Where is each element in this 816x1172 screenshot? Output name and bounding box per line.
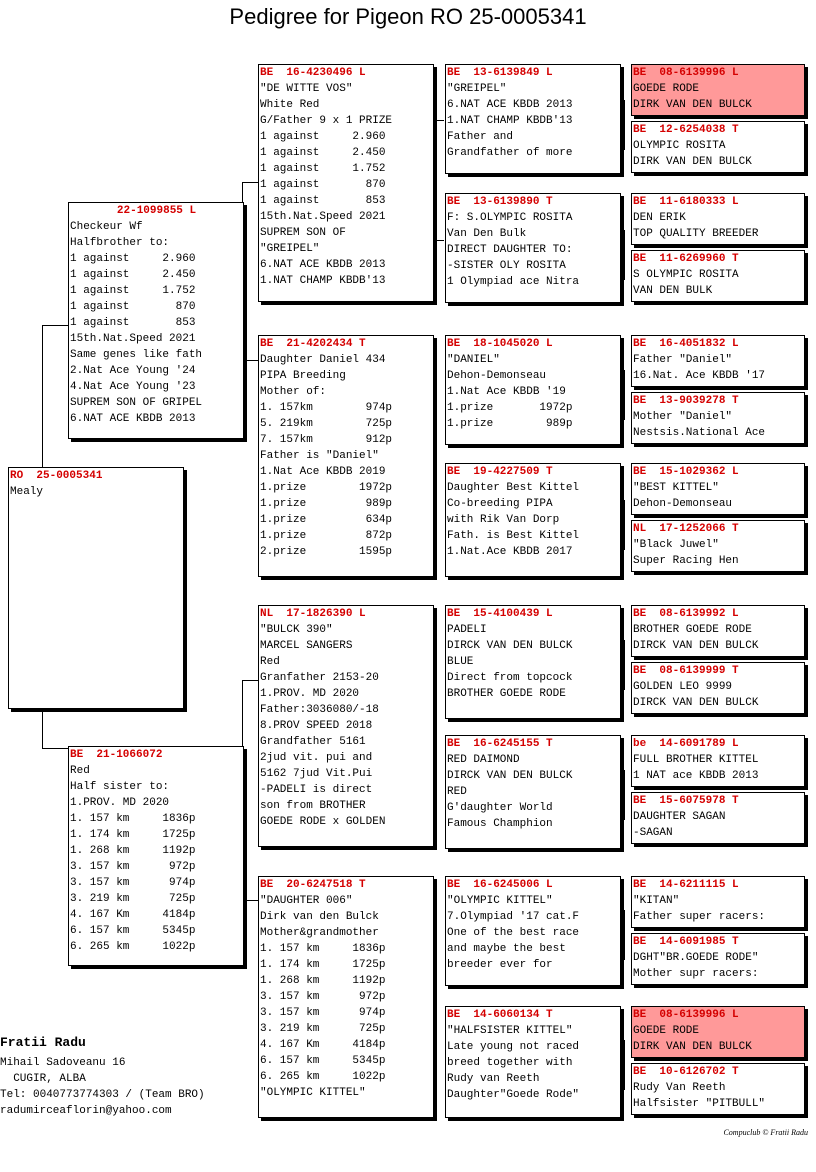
info-line: VAN DEN BULK: [633, 285, 713, 297]
info-line: Famous Champhion: [447, 818, 553, 830]
info-line: 8.PROV SPEED 2018: [260, 720, 373, 732]
info-line: Halfbrother to:: [70, 237, 170, 249]
info-line: 1. 174 km 1725p: [260, 959, 386, 971]
info-line: Red: [260, 656, 280, 668]
footer-credit: Compuclub © Fratii Radu: [723, 1128, 808, 1137]
owner-block: [0, 1035, 205, 1119]
info-line: MARCEL SANGERS: [260, 640, 353, 652]
connector-line: [242, 360, 258, 361]
ring-number: be 14-6091789 L: [633, 738, 739, 750]
info-line: 1 against 2.960: [260, 131, 386, 143]
owner-email[interactable]: radumirceaflorin@yahoo.com: [0, 1105, 172, 1117]
info-line: Red: [70, 765, 90, 777]
info-line: Van Den Bulk: [447, 228, 527, 240]
info-line: Father super racers:: [633, 911, 766, 923]
pigeon-card-gen3-4[interactable]: [445, 463, 621, 577]
info-line: 6. 157 km 5345p: [70, 925, 196, 937]
pigeon-card-gen2-1[interactable]: [258, 64, 434, 302]
pigeon-card-gen4-12[interactable]: [631, 792, 805, 844]
ring-number: BE 13-9039278 T: [633, 395, 739, 407]
ring-number: BE 11-6269960 T: [633, 253, 739, 265]
info-line: 7. 157km 912p: [260, 434, 393, 446]
owner-city: CUGIR, ALBA: [0, 1073, 86, 1085]
info-line: DGHT"BR.GOEDE RODE": [633, 952, 759, 964]
info-line: 1 against 1.752: [70, 285, 196, 297]
info-line: "HALFSISTER KITTEL": [447, 1025, 573, 1037]
info-line: 1.prize 634p: [260, 514, 393, 526]
pigeon-card-gen3-8[interactable]: [445, 1006, 621, 1118]
ring-number: BE 20-6247518 T: [260, 879, 366, 891]
info-line: Dehon-Demonseau: [633, 498, 733, 510]
info-line: GOEDE RODE: [633, 83, 700, 95]
pigeon-card-gen4-9[interactable]: [631, 605, 805, 657]
connector-line: [624, 230, 625, 280]
info-line: 4.Nat Ace Young '23: [70, 381, 196, 393]
info-line: 1. 157km 974p: [260, 402, 393, 414]
ring-number: NL 17-1252066 T: [633, 523, 739, 535]
info-line: 1 against 853: [70, 317, 196, 329]
info-line: 1 against 870: [260, 179, 386, 191]
info-line: 1.PROV. MD 2020: [260, 688, 360, 700]
ring-number: BE 19-4227509 T: [447, 466, 553, 478]
info-line: 1 against 2.960: [70, 253, 196, 265]
info-line: son from BROTHER: [260, 800, 366, 812]
connector-line: [624, 640, 625, 690]
connector-line: [624, 500, 625, 550]
info-line: -SISTER OLY ROSITA: [447, 260, 566, 272]
info-line: Super Racing Hen: [633, 555, 739, 567]
info-line: DIRCK VAN DEN BULCK: [633, 640, 759, 652]
connector-line: [42, 325, 70, 326]
info-line: 1.prize 1972p: [447, 402, 573, 414]
connector-line: [42, 748, 70, 749]
info-line: "KITAN": [633, 895, 680, 907]
info-line: 1 against 2.450: [260, 147, 386, 159]
connector-line: [436, 930, 437, 1030]
connector-line: [242, 182, 258, 183]
connector-line: [624, 370, 625, 420]
info-line: Granfather 2153-20: [260, 672, 379, 684]
info-line: Co-breeding PIPA: [447, 498, 553, 510]
info-line: Mother "Daniel": [633, 411, 733, 423]
info-line: 1.prize 989p: [260, 498, 393, 510]
info-line: Daughter Best Kittel: [447, 482, 580, 494]
ring-number: BE 08-6139996 L: [633, 67, 739, 79]
info-line: 1.Nat Ace KBDB 2019: [260, 466, 386, 478]
info-line: RED DAIMOND: [447, 754, 520, 766]
info-line: 16.Nat. Ace KBDB '17: [633, 370, 766, 382]
info-line: 1.NAT CHAMP KBDB'13: [260, 275, 386, 287]
info-line: "BULCK 390": [260, 624, 333, 636]
pigeon-card-gen4-7[interactable]: [631, 463, 805, 515]
connector-line: [624, 1040, 625, 1090]
info-line: Grandfather of more: [447, 147, 573, 159]
pigeon-card-gen4-13[interactable]: [631, 876, 805, 928]
info-line: -SAGAN: [633, 827, 673, 839]
page-title: Pedigree for Pigeon RO 25-0005341: [229, 4, 587, 29]
info-line: 1 against 1.752: [260, 163, 386, 175]
info-line: DIRK VAN DEN BULCK: [633, 156, 752, 168]
info-line: Rudy van Reeth: [447, 1073, 540, 1085]
pigeon-card-dam[interactable]: [68, 746, 244, 966]
info-line: "Black Juwel": [633, 539, 719, 551]
info-line: F: S.OLYMPIC ROSITA: [447, 212, 573, 224]
info-line: SUPREM SON OF GRIPEL: [70, 397, 203, 409]
info-line: 1. 268 km 1192p: [70, 845, 196, 857]
ring-number: BE 13-6139849 L: [447, 67, 553, 79]
info-line: DEN ERIK: [633, 212, 686, 224]
info-line: 15th.Nat.Speed 2021: [70, 333, 196, 345]
info-line: 6. 157 km 5345p: [260, 1055, 386, 1067]
info-line: GOEDE RODE x GOLDEN: [260, 816, 386, 828]
ring-number: BE 14-6211115 L: [633, 879, 739, 891]
info-line: Halfsister "PITBULL": [633, 1098, 766, 1110]
info-line: Mealy: [10, 486, 44, 498]
ring-number: BE 12-6254038 T: [633, 124, 739, 136]
info-line: Mother of:: [260, 386, 327, 398]
info-line: Dirk van den Bulck: [260, 911, 379, 923]
info-line: "GREIPEL": [447, 83, 507, 95]
pigeon-card-gen3-5[interactable]: [445, 605, 621, 719]
info-line: DIRK VAN DEN BULCK: [633, 99, 752, 111]
info-line: "BEST KITTEL": [633, 482, 719, 494]
info-line: 1.prize 989p: [447, 418, 573, 430]
info-line: BROTHER GOEDE RODE: [447, 688, 566, 700]
info-line: 1. 268 km 1192p: [260, 975, 386, 987]
info-line: 3. 157 km 974p: [260, 1007, 386, 1019]
info-line: 15th.Nat.Speed 2021: [260, 211, 386, 223]
connector-line: [436, 400, 437, 490]
ring-number: BE 15-1029362 L: [633, 466, 739, 478]
info-line: 6. 265 km 1022p: [70, 941, 196, 953]
info-line: Daughter Daniel 434: [260, 354, 386, 366]
connector-line: [436, 120, 444, 121]
info-line: 3. 219 km 725p: [70, 893, 196, 905]
info-line: and maybe the best: [447, 943, 566, 955]
ring-number: BE 08-6139996 L: [633, 1009, 739, 1021]
info-line: RED: [447, 786, 467, 798]
info-line: 2.prize 1595p: [260, 546, 393, 558]
pigeon-card-gen3-7[interactable]: [445, 876, 621, 986]
info-line: 5. 219km 725p: [260, 418, 393, 430]
info-line: breeder ever for: [447, 959, 553, 971]
info-line: "OLYMPIC KITTEL": [447, 895, 553, 907]
info-line: Same genes like fath: [70, 349, 203, 361]
info-line: TOP QUALITY BREEDER: [633, 228, 759, 240]
info-line: One of the best race: [447, 927, 580, 939]
ring-number: BE 14-6091985 T: [633, 936, 739, 948]
info-line: "OLYMPIC KITTEL": [260, 1087, 366, 1099]
connector-line: [242, 680, 243, 750]
info-line: FULL BROTHER KITTEL: [633, 754, 759, 766]
ring-number: BE 13-6139890 T: [447, 196, 553, 208]
info-line: 4. 167 Km 4184p: [70, 909, 196, 921]
info-line: DIRCK VAN DEN BULCK: [447, 770, 573, 782]
info-line: 6.NAT ACE KBDB 2013: [70, 413, 196, 425]
ring-number: BE 16-4051832 L: [633, 338, 739, 350]
connector-line: [624, 910, 625, 960]
connector-line: [242, 900, 258, 901]
info-line: S OLYMPIC ROSITA: [633, 269, 739, 281]
connector-line: [42, 712, 43, 748]
ring-number: BE 21-1066072: [70, 749, 163, 761]
ring-number: BE 16-6245155 T: [447, 738, 553, 750]
info-line: 3. 219 km 725p: [260, 1023, 386, 1035]
info-line: Mother supr racers:: [633, 968, 759, 980]
ring-number: BE 16-6245006 L: [447, 879, 553, 891]
pigeon-card-gen4-5[interactable]: [631, 335, 805, 387]
info-line: 1 against 870: [70, 301, 196, 313]
info-line: Father:3036080/-18: [260, 704, 379, 716]
info-line: 1.prize 1972p: [260, 482, 393, 494]
info-line: BROTHER GOEDE RODE: [633, 624, 752, 636]
pigeon-card-gen3-1[interactable]: [445, 64, 621, 174]
ring-number: BE 15-6075978 T: [633, 795, 739, 807]
ring-number: NL 17-1826390 L: [260, 608, 366, 620]
info-line: 6.NAT ACE KBDB 2013: [260, 259, 386, 271]
info-line: SUPREM SON OF: [260, 227, 346, 239]
info-line: 1. 174 km 1725p: [70, 829, 196, 841]
info-line: GOEDE RODE: [633, 1025, 700, 1037]
info-line: DIRCK VAN DEN BULCK: [447, 640, 573, 652]
ring-number: BE 08-6139992 L: [633, 608, 739, 620]
info-line: Direct from topcock: [447, 672, 573, 684]
info-line: GOLDEN LEO 9999: [633, 681, 733, 693]
info-line: White Red: [260, 99, 320, 111]
connector-line: [624, 770, 625, 820]
pigeon-card-gen4-1[interactable]: [631, 64, 805, 116]
info-line: PADELI: [447, 624, 487, 636]
pigeon-card-sire[interactable]: [68, 202, 244, 439]
info-line: Grandfather 5161: [260, 736, 366, 748]
info-line: Half sister to:: [70, 781, 170, 793]
info-line: Dehon-Demonseau: [447, 370, 547, 382]
info-line: Father is "Daniel": [260, 450, 379, 462]
info-line: Nestsis.National Ace: [633, 427, 766, 439]
info-line: -PADELI is direct: [260, 784, 373, 796]
info-line: 1. 157 km 1836p: [70, 813, 196, 825]
pigeon-card-gen4-11[interactable]: [631, 735, 805, 787]
info-line: 3. 157 km 972p: [70, 861, 196, 873]
pigeon-card-gen4-8[interactable]: [631, 520, 805, 572]
owner-phone: Tel: 0040773774303 / (Team BRO): [0, 1089, 205, 1101]
info-line: "DANIEL": [447, 354, 500, 366]
info-line: "GREIPEL": [260, 243, 320, 255]
info-line: 3. 157 km 974p: [70, 877, 196, 889]
info-line: Fath. is Best Kittel: [447, 530, 580, 542]
info-line: 6.NAT ACE KBDB 2013: [447, 99, 573, 111]
info-line: BLUE: [447, 656, 474, 668]
info-line: DAUGHTER SAGAN: [633, 811, 726, 823]
pigeon-card-gen4-2[interactable]: [631, 121, 805, 173]
info-line: breed together with: [447, 1057, 573, 1069]
info-line: "DE WITTE VOS": [260, 83, 353, 95]
pigeon-card-gen4-14[interactable]: [631, 933, 805, 985]
connector-line: [624, 100, 625, 150]
pigeon-card-gen4-3[interactable]: [631, 193, 805, 245]
info-line: 1.NAT CHAMP KBDB'13: [447, 115, 573, 127]
pigeon-card-gen4-10[interactable]: [631, 662, 805, 714]
info-line: Daughter"Goede Rode": [447, 1089, 580, 1101]
connector-line: [242, 680, 258, 681]
ring-number: BE 10-6126702 T: [633, 1066, 739, 1078]
connector-line: [436, 240, 444, 241]
info-line: 1.Nat.Ace KBDB 2017: [447, 546, 573, 558]
info-line: G'daughter World: [447, 802, 553, 814]
pigeon-card-gen4-15[interactable]: [631, 1006, 805, 1058]
info-line: Rudy Van Reeth: [633, 1082, 726, 1094]
info-line: 1. 157 km 1836p: [260, 943, 386, 955]
ring-number: BE 14-6060134 T: [447, 1009, 553, 1021]
ring-number: BE 11-6180333 L: [633, 196, 739, 208]
info-line: Father and: [447, 131, 514, 143]
pigeon-card-gen2-3[interactable]: [258, 605, 434, 847]
info-line: PIPA Breeding: [260, 370, 346, 382]
info-line: 1 against 2.450: [70, 269, 196, 281]
info-line: OLYMPIC ROSITA: [633, 140, 726, 152]
info-line: 2.Nat Ace Young '24: [70, 365, 196, 377]
info-line: 1.Nat Ace KBDB '19: [447, 386, 566, 398]
pigeon-card-gen2-2[interactable]: [258, 335, 434, 577]
info-line: 4. 167 Km 4184p: [260, 1039, 386, 1051]
info-line: G/Father 9 x 1 PRIZE: [260, 115, 393, 127]
info-line: 1.prize 872p: [260, 530, 393, 542]
info-line: 1 Olympiad ace Nitra: [447, 276, 580, 288]
pigeon-card-gen3-6[interactable]: [445, 735, 621, 849]
info-line: Father "Daniel": [633, 354, 733, 366]
info-line: DIRK VAN DEN BULCK: [633, 1041, 752, 1053]
ring-number: RO 25-0005341: [10, 470, 103, 482]
pigeon-card-gen3-2[interactable]: [445, 193, 621, 303]
pigeon-card-gen4-4[interactable]: [631, 250, 805, 302]
info-line: Mother&grandmother: [260, 927, 379, 939]
info-line: 2jud vit. pui and: [260, 752, 373, 764]
info-line: 1 against 853: [260, 195, 386, 207]
info-line: 5162 7jud Vit.Pui: [260, 768, 373, 780]
info-line: 6. 265 km 1022p: [260, 1071, 386, 1083]
owner-name: Fratii Radu: [0, 1035, 86, 1050]
connector-line: [42, 325, 43, 470]
pigeon-card-gen4-16[interactable]: [631, 1063, 805, 1115]
info-line: Checkeur Wf: [70, 221, 143, 233]
info-line: 3. 157 km 972p: [260, 991, 386, 1003]
info-line: 7.Olympiad '17 cat.F: [447, 911, 580, 923]
info-line: DIRECT DAUGHTER TO:: [447, 244, 573, 256]
info-line: "DAUGHTER 006": [260, 895, 353, 907]
ring-number: BE 15-4100439 L: [447, 608, 553, 620]
ring-number: BE 16-4230496 L: [260, 67, 366, 79]
pigeon-card-gen2-4[interactable]: [258, 876, 434, 1118]
info-line: 1 NAT ace KBDB 2013: [633, 770, 759, 782]
pigeon-card-subject[interactable]: [8, 467, 184, 709]
ring-number: BE 08-6139999 T: [633, 665, 739, 677]
ring-number: 22-1099855 L: [116, 205, 197, 217]
pigeon-card-gen3-3[interactable]: [445, 335, 621, 445]
info-line: DIRCK VAN DEN BULCK: [633, 697, 759, 709]
ring-number: BE 21-4202434 T: [260, 338, 366, 350]
ring-number: BE 18-1045020 L: [447, 338, 553, 350]
pigeon-card-gen4-6[interactable]: [631, 392, 805, 444]
info-line: Late young not raced: [447, 1041, 580, 1053]
info-line: 1.PROV. MD 2020: [70, 797, 170, 809]
owner-address: Mihail Sadoveanu 16: [0, 1057, 126, 1069]
connector-line: [436, 660, 437, 760]
info-line: with Rik Van Dorp: [447, 514, 560, 526]
connector-line: [436, 180, 437, 220]
